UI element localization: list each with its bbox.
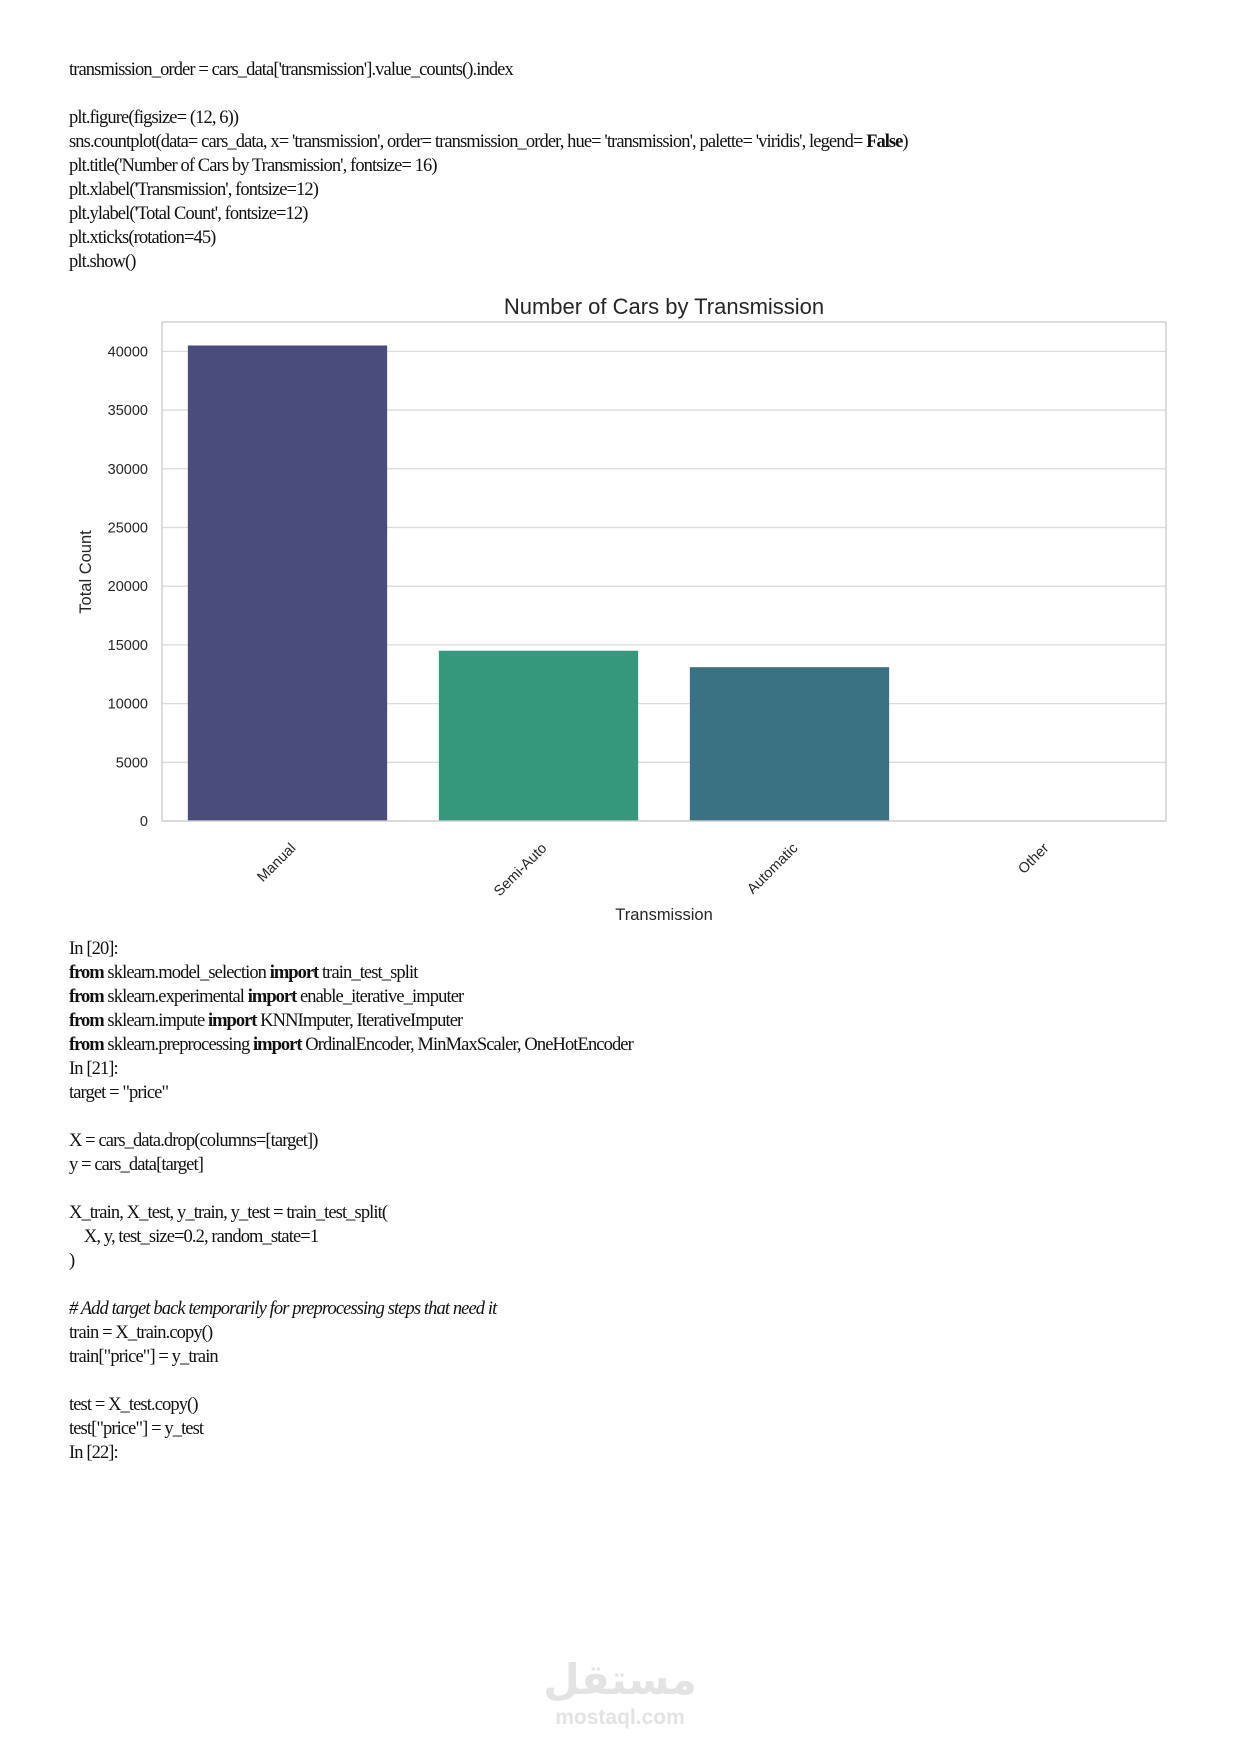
x-tick-label: Automatic xyxy=(744,840,802,898)
code-keyword: import xyxy=(247,987,297,1007)
code-text: plt.ylabel('Total Count', fontsize=12) xyxy=(69,204,308,224)
code-line xyxy=(69,937,633,961)
code-line xyxy=(69,1321,633,1345)
code-text: sklearn.preprocessing xyxy=(103,1035,254,1055)
code-text: X = cars_data.drop(columns=[target]) xyxy=(69,1131,318,1151)
code-line xyxy=(69,250,908,274)
watermark-arabic: مستقل xyxy=(543,1655,697,1704)
code-text: test["price"] = y_test xyxy=(69,1419,204,1439)
code-text: train["price"] = y_train xyxy=(69,1347,218,1367)
code-line xyxy=(69,82,908,106)
code-text: sklearn.model_selection xyxy=(103,963,270,983)
x-axis-ticks xyxy=(254,840,1052,899)
code-keyword: from xyxy=(69,1035,104,1055)
code-line xyxy=(69,202,908,226)
code-text: In [22]: xyxy=(69,1443,118,1463)
code-line xyxy=(69,1009,633,1033)
y-tick-label: 5000 xyxy=(115,755,148,772)
code-line xyxy=(69,1129,633,1153)
code-text: sklearn.impute xyxy=(103,1011,208,1031)
code-line xyxy=(69,1393,633,1417)
code-text: sns.countplot(data= cars_data, x= 'transmission', order= transmission_order, hue= 'transmission', palette= 'viridis', legend= xyxy=(69,132,867,152)
code-text: plt.title('Number of Cars by Transmission', fontsize= 16) xyxy=(69,156,437,176)
code-line xyxy=(69,1273,633,1297)
transmission-bar-chart xyxy=(0,278,1239,928)
code-text: train_test_split xyxy=(318,963,418,983)
code-line xyxy=(69,154,908,178)
code-text: test = X_test.copy() xyxy=(69,1395,198,1415)
code-keyword: import xyxy=(269,963,319,983)
x-tick-label: Manual xyxy=(254,840,300,886)
code-line xyxy=(69,130,908,154)
code-cells-preprocessing xyxy=(69,937,633,1465)
code-text: plt.xlabel('Transmission', fontsize=12) xyxy=(69,180,319,200)
y-axis-label: Total Count xyxy=(77,530,95,614)
x-axis-label: Transmission xyxy=(615,906,713,924)
code-line xyxy=(69,985,633,1009)
x-tick-label: Other xyxy=(1015,840,1053,878)
y-axis-ticks xyxy=(108,344,148,830)
code-text: X, y, test_size=0.2, random_state=1 xyxy=(69,1227,319,1247)
code-text: plt.xticks(rotation=45) xyxy=(69,228,216,248)
chart-title: Number of Cars by Transmission xyxy=(503,294,825,319)
bar-semi-auto xyxy=(439,651,638,821)
code-text: train = X_train.copy() xyxy=(69,1323,213,1343)
code-text: KNNImputer, IterativeImputer xyxy=(256,1011,463,1031)
code-text: enable_iterative_imputer xyxy=(296,987,464,1007)
code-text: plt.figure(figsize= (12, 6)) xyxy=(69,108,239,128)
y-tick-label: 40000 xyxy=(107,344,148,361)
code-line xyxy=(69,1153,633,1177)
y-tick-label: 30000 xyxy=(107,461,148,478)
code-text: plt.show() xyxy=(69,252,136,272)
code-keyword: import xyxy=(253,1035,302,1055)
code-line xyxy=(69,1105,633,1129)
code-text: sklearn.experimental xyxy=(103,987,248,1007)
code-text: transmission_order = cars_data['transmission'].value_counts().index xyxy=(69,60,513,80)
code-line xyxy=(69,1033,633,1057)
mostaql-watermark-logo xyxy=(530,1651,710,1731)
code-line xyxy=(69,1201,633,1225)
y-tick-label: 35000 xyxy=(107,403,148,420)
code-line xyxy=(69,178,908,202)
code-text: X_train, X_test, y_train, y_test = train_test_split( xyxy=(69,1203,388,1223)
code-line xyxy=(69,1441,633,1465)
y-tick-label: 15000 xyxy=(107,637,148,654)
code-line xyxy=(69,226,908,250)
bar-automatic xyxy=(690,667,889,821)
code-text: target = "price" xyxy=(69,1083,169,1103)
y-tick-label: 20000 xyxy=(107,579,148,596)
x-tick-label: Semi-Auto xyxy=(491,840,551,900)
y-tick-label: 10000 xyxy=(107,696,148,713)
code-line xyxy=(69,1369,633,1393)
code-cell-plot xyxy=(69,58,908,274)
code-text: ) xyxy=(902,132,908,152)
code-text: ) xyxy=(69,1251,75,1271)
code-line xyxy=(69,1297,633,1321)
code-keyword: from xyxy=(69,963,104,983)
bar-manual xyxy=(188,345,387,821)
code-line xyxy=(69,1417,633,1441)
y-tick-label: 25000 xyxy=(107,520,148,537)
code-keyword: from xyxy=(69,987,104,1007)
code-line xyxy=(69,1057,633,1081)
code-line xyxy=(69,1225,633,1249)
watermark-latin: mostaql.com xyxy=(555,1706,685,1729)
code-comment: # Add target back temporarily for preprocessing steps that need it xyxy=(69,1299,497,1319)
code-line xyxy=(69,961,633,985)
chart-bars xyxy=(188,345,1140,821)
code-text: In [20]: xyxy=(69,939,118,959)
code-line xyxy=(69,1177,633,1201)
code-keyword: False xyxy=(866,132,903,152)
code-text: y = cars_data[target] xyxy=(69,1155,203,1175)
code-text: In [21]: xyxy=(69,1059,118,1079)
y-tick-label: 0 xyxy=(139,814,148,830)
code-line xyxy=(69,58,908,82)
code-line xyxy=(69,1081,633,1105)
code-text: OrdinalEncoder, MinMaxScaler, OneHotEncoder xyxy=(301,1035,633,1055)
code-line xyxy=(69,1345,633,1369)
code-line xyxy=(69,1249,633,1273)
code-keyword: from xyxy=(69,1011,104,1031)
code-keyword: import xyxy=(207,1011,257,1031)
code-line xyxy=(69,106,908,130)
